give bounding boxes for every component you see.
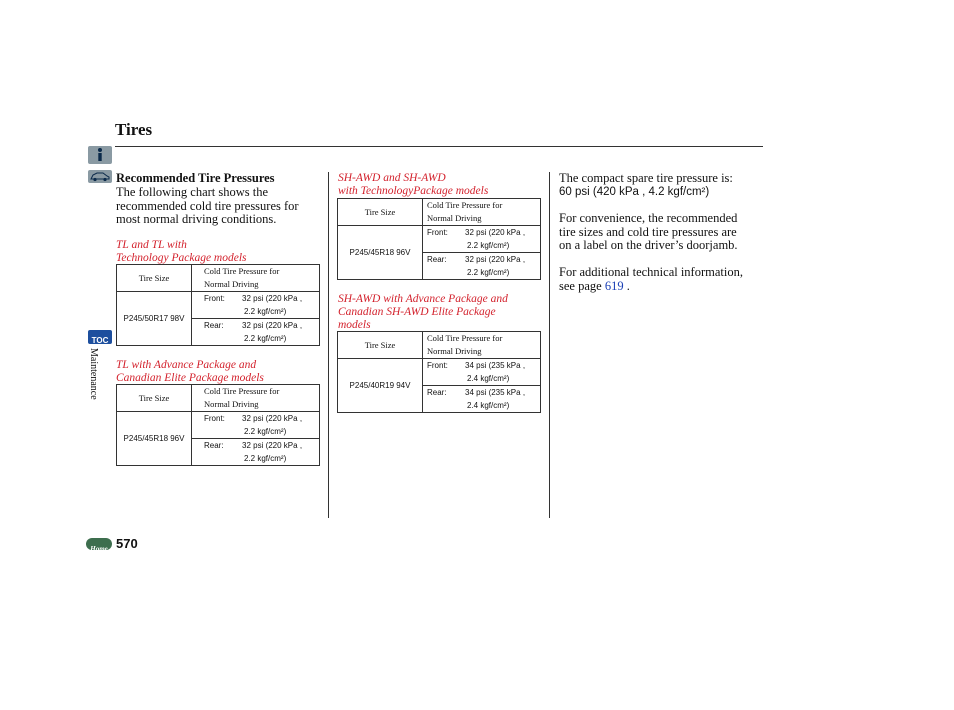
tire-size-header: Tire Size [117,385,192,412]
group-title-shawd-advance: SH-AWD with Advance Package and Canadian SH-AWD Elite Package models [338,293,508,331]
page-title: Tires [115,120,153,139]
pressure-table-tl [116,264,320,346]
info-icon[interactable] [88,146,112,164]
car-icon[interactable] [88,170,112,183]
front-pressure: Front: 32 psi (220 kPa , 2.2 kgf/cm²) [192,412,320,439]
cold-pressure-header: Cold Tire Pressure for Normal Driving [192,385,320,412]
title-divider [115,146,763,147]
tire-size-header: Tire Size [338,199,423,226]
tire-size-value: P245/45R18 96V [338,226,423,280]
spare-pressure-text: The compact spare tire pressure is: 60 psi (420 kPa , 4.2 kgf/cm²) [559,171,733,198]
tire-size-value: P245/40R19 94V [338,359,423,413]
tire-size-header: Tire Size [338,332,423,359]
rear-pressure: Rear: 34 psi (235 kPa , 2.4 kgf/cm²) [423,386,541,413]
group-title-shawd: SH-AWD and SH-AWD with TechnologyPackage models [338,172,489,197]
home-label: Home [90,545,108,553]
column-divider-1 [328,172,329,518]
group-title-tl: TL and TL with Technology Package models [116,239,247,264]
additional-info-text: For additional technical information, see page 619 . [559,265,743,293]
cold-pressure-header: Cold Tire Pressure for Normal Driving [192,265,320,292]
pressure-table-shawd [337,198,541,280]
front-pressure: Front: 32 psi (220 kPa , 2.2 kgf/cm²) [192,292,320,319]
rear-pressure: Rear: 32 psi (220 kPa , 2.2 kgf/cm²) [423,253,541,280]
section-heading: Recommended Tire Pressures [116,171,275,185]
home-button[interactable] [86,538,112,553]
toc-button[interactable] [88,330,112,344]
group-title-tl-advance: TL with Advance Package and Canadian Elite Package models [116,359,264,384]
pressure-table-tl-advance [116,384,320,466]
pressure-table-shawd-advance [337,331,541,413]
tire-size-value: P245/50R17 98V [117,292,192,346]
tire-size-header: Tire Size [117,265,192,292]
toc-label: TOC [91,336,109,345]
front-pressure: Front: 34 psi (235 kPa , 2.4 kgf/cm²) [423,359,541,386]
rear-pressure: Rear: 32 psi (220 kPa , 2.2 kgf/cm²) [192,439,320,466]
rear-pressure: Rear: 32 psi (220 kPa , 2.2 kgf/cm²) [192,319,320,346]
front-pressure: Front: 32 psi (220 kPa , 2.2 kgf/cm²) [423,226,541,253]
column-divider-2 [549,172,550,518]
cold-pressure-header: Cold Tire Pressure for Normal Driving [423,332,541,359]
intro-text: The following chart shows the recommended cold tire pressures for most normal driving conditions. [116,185,299,226]
page-number: 570 [116,536,138,551]
section-label: Maintenance [88,348,99,400]
page-reference-link[interactable]: 619 [604,278,624,293]
tire-size-value: P245/45R18 96V [117,412,192,466]
cold-pressure-header: Cold Tire Pressure for Normal Driving [423,199,541,226]
convenience-text: For convenience, the recommended tire sizes and cold tire pressures are on a label on the driver’s doorjamb. [559,211,738,252]
